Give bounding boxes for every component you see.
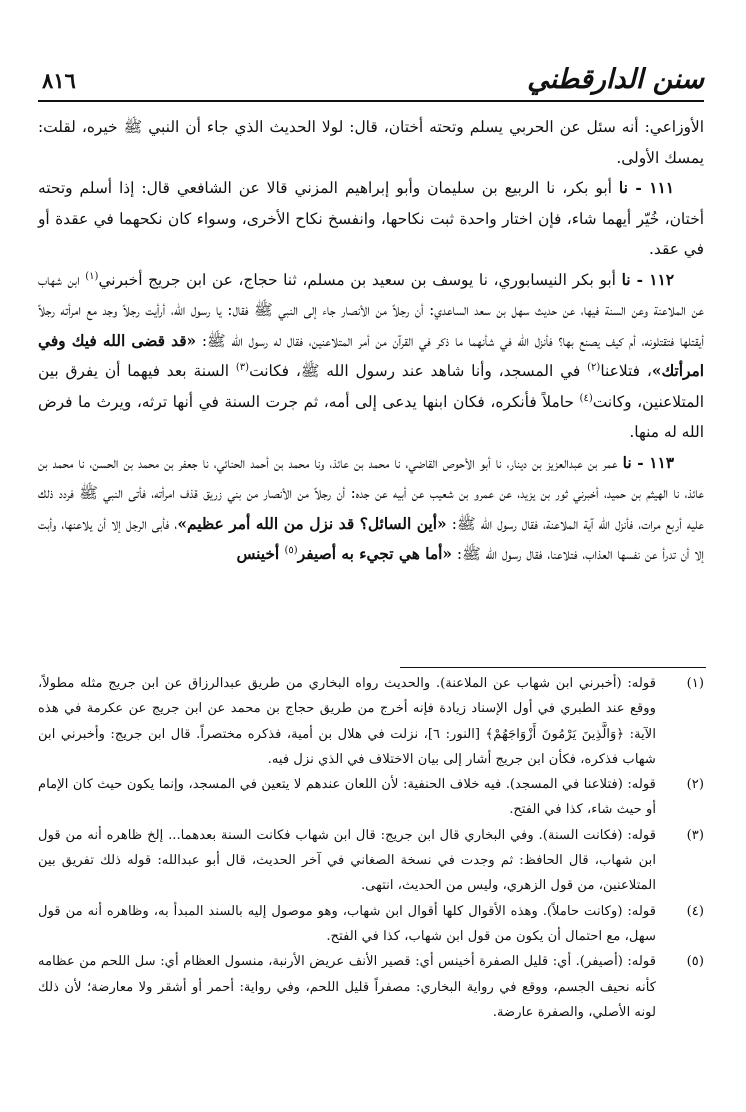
prophetic-quote: «قد قضى الله فيك وفي امرأتك» xyxy=(38,331,705,380)
footnote-divider xyxy=(400,667,706,668)
footnote xyxy=(38,823,704,899)
paragraph-text: في المسجد، وأنا شاهد عند رسول الله ﷺ، فكانت xyxy=(249,362,588,380)
footnote-number: (١) xyxy=(686,676,704,691)
paragraph-text: السنة بعد فيهما أن يفرق بين المتلاعنين، وكانت xyxy=(38,362,704,411)
paragraph-text: ابن شهاب عن الملاعنة وعن السنة فيها، عن حديث سهل بن سعد الساعدي: أن رجلاً من الأنصار جاء إلى النبي ﷺ فقال: يا رسول الله، أرأيت رجلاً وجد مع امرأته رجلاً أيقتلها فتقتلونه، أم كيف يصنع بها؟ فأنزل الله في شأنهما ما ذكر في القرآن من أمر المتلاعنين، فقال له رسول الله ﷺ: xyxy=(38,270,704,350)
footnote-ref: (٤) xyxy=(579,392,593,404)
prophetic-quote: «أما هي تجيء به أصيفر xyxy=(297,545,452,563)
paragraph-text: عمر بن عبدالعزيز بن دينار، نا أبو الأحوص القاضي، نا محمد بن عائذ، ونا محمد بن أحمد الحنائي، نا جعفر بن محمد بن الحسن، نا محمد بن عائذ، نا الهيثم بن حميد، أخبرني ثور بن يزيد، عن عمرو بن شعيب عن أبيه عن جده: أن رجلاً من الأنصار من بني زريق قذف امرأته، فأتى النبي ﷺ فردد ذلك عليه أربع مرات، فأنزل الله آية الملاعنة، فقال رسول الله ﷺ: xyxy=(38,453,705,533)
footnote-number: (٢) xyxy=(686,777,704,793)
hadith-paragraph xyxy=(38,173,704,265)
page-number: ٨١٦ xyxy=(42,68,76,93)
footnote-text: قوله: (أخبرني ابن شهاب عن الملاعنة). والحديث رواه البخاري من طريق عبدالرزاق عن ابن جريج مثله مطولاً، ووقع عند الطبري في أول الإسناد زيادة فإنه أخرج من طريق حجاج بن محمد عن ابن جريج عن عكرمة في هذه الآية: ﴿وَالَّذِينَ يَرْمُونَ أَزْوَاجَهُمْ﴾ [النور: ٦]، نزلت في هلال بن أمية، فذكره مختصراً. قال ابن جريج: وأخبرني ابن شهاب فذكره، فكأن ابن جريج أشار إلى بيان الاختلاف في الذي نزل فيه. xyxy=(38,676,656,767)
footnote-text: قوله: (وكانت حاملاً). وهذه الأقوال كلها أقوال ابن شهاب، وهو موصول إليه بالسند المبدأ به، وظاهره أنه من قول سهل، مع احتمال أن يكون من قول ابن شهاب، كذا في الفتح. xyxy=(38,903,656,944)
footnote xyxy=(38,772,704,823)
page-header xyxy=(38,60,704,102)
hadith-number: ١١١ - نا xyxy=(618,179,674,197)
footnote-number: (٣) xyxy=(686,827,704,843)
prophetic-quote: أخينس xyxy=(236,545,285,563)
footnote xyxy=(38,949,704,1025)
footnote xyxy=(38,671,704,772)
paragraph-text: ، فتلاعنا xyxy=(600,362,652,380)
hadith-paragraph xyxy=(38,265,704,448)
paragraph-text: أبو بكر، نا الربيع بن سليمان وأبو إبراهيم المزني قالا عن الشافعي قال: إذا أسلم وتحته أختان، خُيّر أيهما شاء، فإن اختار واحدة ثبت نكاحها، وانفسخ نكاح الأخرى، وسواء كان نكحهما في عقدة أو في عقد. xyxy=(38,179,704,258)
hadith-paragraph xyxy=(38,448,704,570)
paragraph-text: أبو بكر النيسابوري، نا يوسف بن سعيد بن مسلم، ثنا حجاج، عن ابن جريج أخبرني xyxy=(98,270,622,289)
footnote-ref: (٥) xyxy=(284,544,298,556)
paragraph-text: ، فأبى الرجل إلا أن يلاعنها، وأبت إلا أن تدرأ عن نفسها العذاب، فتلاعنا، فقال رسول الله ﷺ: xyxy=(38,514,704,563)
footnotes xyxy=(38,671,704,1025)
footnote-text: قوله: (فتلاعنا في المسجد). فيه خلاف الحنفية: لأن اللعان عندهم لا يتعين في المسجد، وإنما يكون حيث كان الإمام أو حيث شاء، كذا في الفتح. xyxy=(38,777,656,818)
footnote xyxy=(38,899,704,950)
footnote-ref: (٢) xyxy=(587,361,601,373)
hadith-number: ١١٢ - نا xyxy=(621,270,674,289)
footnote-ref: (٣) xyxy=(235,361,250,373)
footnote-ref: (١) xyxy=(85,270,99,282)
paragraph-text: الأوزاعي: أنه سئل عن الحربي يسلم وتحته أختان، قال: لولا الحديث الذي جاء أن النبي ﷺ خيره، لقلت: يمسك الأولى. xyxy=(38,118,704,167)
hadith-number: ١١٣ - نا xyxy=(622,453,674,472)
footnote-text: قوله: (أصيفر). أي: قليل الصفرة أخينس أي: قصير الأنف عريض الأرنبة، منسول العظام أي: سل اللحم من عظامه كأنه نحيف الجسم، ووقع في رواية البخاري: مصفراً قليل اللحم، وفي رواية: أحمر أو أشقر ولا معارضة؛ لأن ذلك لونه الأصلي، والصفرة عارضة. xyxy=(38,954,656,1020)
hadith-paragraph xyxy=(38,112,704,173)
prophetic-quote: «أين السائل؟ قد نزل من الله أمر عظيم» xyxy=(177,514,447,533)
book-title: سنن الدارقطني xyxy=(527,64,704,95)
footnote-text: قوله: (فكانت السنة). وفي البخاري قال ابن جريج: قال ابن شهاب فكانت السنة بعدهما... إلخ ظاهره أنه من قول ابن شهاب، قال الحافظ: ثم وجدت في نسخة الصغاني في آخر الحديث، قال أبو عبدالله: قوله ذلك تفريق بين المتلاعنين، من قول الزهري، وليس من الحديث، انتهى. xyxy=(38,827,656,894)
main-text xyxy=(38,112,704,570)
footnote-number: (٥) xyxy=(686,954,704,970)
paragraph-text: حاملاً فأنكره، فكان ابنها يدعى إلى أمه، ثم جرت السنة في أنها ترثه، ويرث ما فرض الله له منها. xyxy=(38,392,704,441)
footnote-number: (٤) xyxy=(686,903,704,919)
